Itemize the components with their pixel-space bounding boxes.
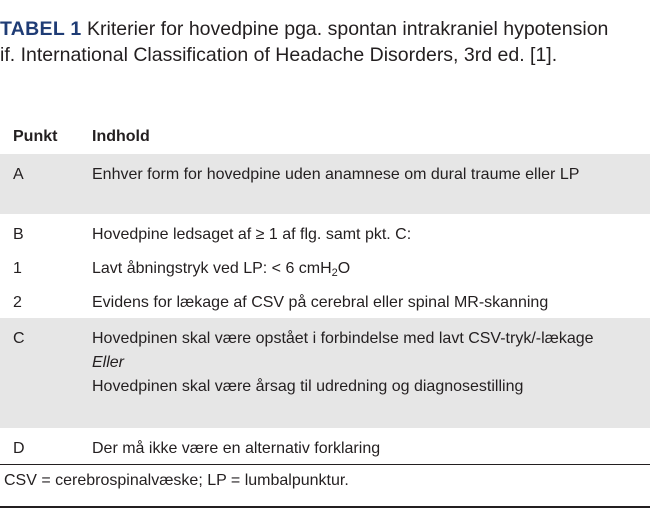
table-footnote: CSV = cerebrospinalvæske; LP = lumbalpunktur. <box>4 472 349 489</box>
row-1-punkt: 1 <box>13 260 22 277</box>
table-row-a <box>0 154 650 214</box>
table-row-b <box>0 214 650 248</box>
row-c-or: Eller <box>92 354 125 371</box>
row-c-punkt: C <box>13 330 25 347</box>
header-indhold: Indhold <box>92 128 150 145</box>
table-row-2 <box>0 282 650 318</box>
row-1-indhold-prefix: Lavt åbningstryk ved LP: < 6 cmH <box>92 260 332 277</box>
row-a-indhold: Enhver form for hovedpine uden anamnese om dural traume eller LP <box>92 166 580 183</box>
row-1-indhold-suffix: O <box>337 260 351 277</box>
table-row-1 <box>0 248 650 282</box>
row-d-punkt: D <box>13 440 25 457</box>
row-2-punkt: 2 <box>13 294 22 311</box>
row-c-line1: Hovedpinen skal være opstået i forbindelse med lavt CSV-tryk/-lækage <box>92 330 594 347</box>
row-1-indhold <box>92 257 647 285</box>
table-row-d <box>0 428 650 464</box>
header-punkt: Punkt <box>13 128 58 145</box>
row-c-indhold <box>92 327 644 399</box>
row-b-indhold: Hovedpine ledsaget af ≥ 1 af flg. samt pkt. C: <box>92 226 412 243</box>
row-c-line2: Hovedpinen skal være årsag til udredning og diagnosestilling <box>92 378 524 395</box>
table-caption <box>0 16 620 68</box>
figure-bottom-rule <box>0 506 650 508</box>
row-a-punkt: A <box>13 166 24 183</box>
caption-text: Kriterier for hovedpine pga. spontan intrakraniel hypotension if. International Classification of Headache Disorders, 3rd ed. [1]. <box>0 18 609 66</box>
row-2-indhold: Evidens for lækage af CSV på cerebral eller spinal MR-skanning <box>92 294 549 311</box>
table-header-row <box>0 122 650 154</box>
table-row-c <box>0 318 650 428</box>
table-bottom-rule <box>0 464 650 465</box>
row-1-indhold-subscript: 2 <box>331 267 338 279</box>
caption-label: TABEL 1 <box>0 18 82 40</box>
row-b-punkt: B <box>13 226 24 243</box>
row-d-indhold: Der må ikke være en alternativ forklaring <box>92 440 381 457</box>
